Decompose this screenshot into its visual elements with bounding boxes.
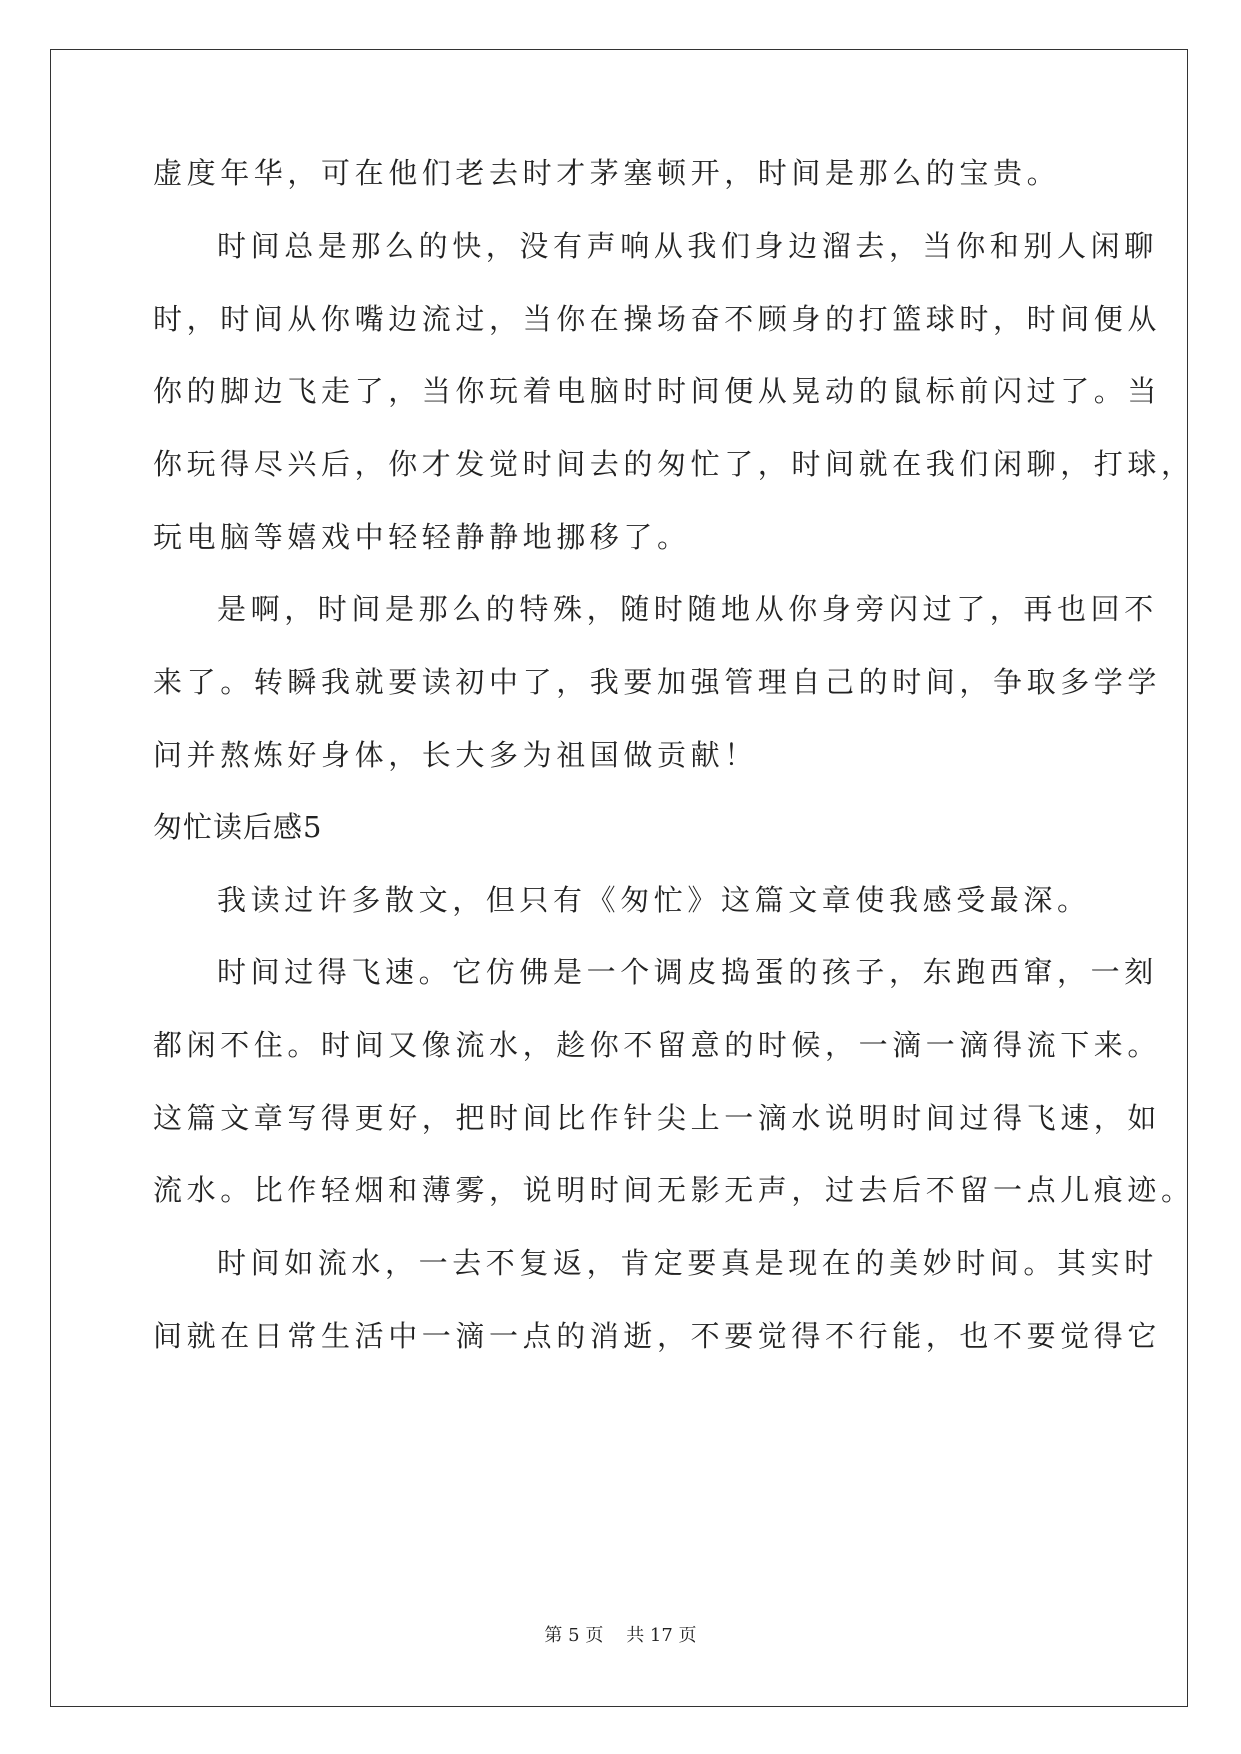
- text-line: 都闲不住。时间又像流水，趁你不留意的时候，一滴一滴得流下来。: [153, 1028, 1162, 1062]
- page-number-footer: 第 5 页 共 17 页: [544, 1625, 697, 1646]
- text-line: 虚度年华，可在他们老去时才茅塞顿开，时间是那么的宝贵。: [153, 156, 1061, 190]
- text-line: 来了。转瞬我就要读初中了，我要加强管理自己的时间，争取多学学: [153, 665, 1162, 699]
- text-line: 这篇文章写得更好，把时间比作针尖上一滴水说明时间过得飞速，如: [153, 1101, 1162, 1135]
- text-line: 问并熬炼好身体，长大多为祖国做贡献！: [153, 738, 758, 772]
- text-line: 你玩得尽兴后，你才发觉时间去的匆忙了，时间就在我们闲聊，打球，: [153, 447, 1195, 481]
- section-heading: 匆忙读后感5: [153, 810, 323, 844]
- paragraph-start: 时间如流水，一去不复返，肯定要真是现在的美妙时间。其实时: [217, 1246, 1158, 1280]
- paragraph-start: 我读过许多散文，但只有《匆忙》这篇文章使我感受最深。: [217, 883, 1091, 917]
- text-line: 你的脚边飞走了，当你玩着电脑时时间便从晃动的鼠标前闪过了。当: [153, 374, 1162, 408]
- text-line: 玩电脑等嬉戏中轻轻静静地挪移了。: [153, 520, 691, 554]
- text-line: 时，时间从你嘴边流过，当你在操场奋不顾身的打篮球时，时间便从: [153, 302, 1162, 336]
- paragraph-start: 时间过得飞速。它仿佛是一个调皮捣蛋的孩子，东跑西窜，一刻: [217, 955, 1158, 989]
- text-line: 流水。比作轻烟和薄雾，说明时间无影无声，过去后不留一点儿痕迹。: [153, 1173, 1195, 1207]
- paragraph-start: 是啊，时间是那么的特殊，随时随地从你身旁闪过了，再也回不: [217, 592, 1158, 626]
- page-border: [50, 49, 1195, 1707]
- text-line: 间就在日常生活中一滴一点的消逝，不要觉得不行能，也不要觉得它: [153, 1319, 1162, 1353]
- paragraph-start: 时间总是那么的快，没有声响从我们身边溜去，当你和别人闲聊: [217, 229, 1158, 263]
